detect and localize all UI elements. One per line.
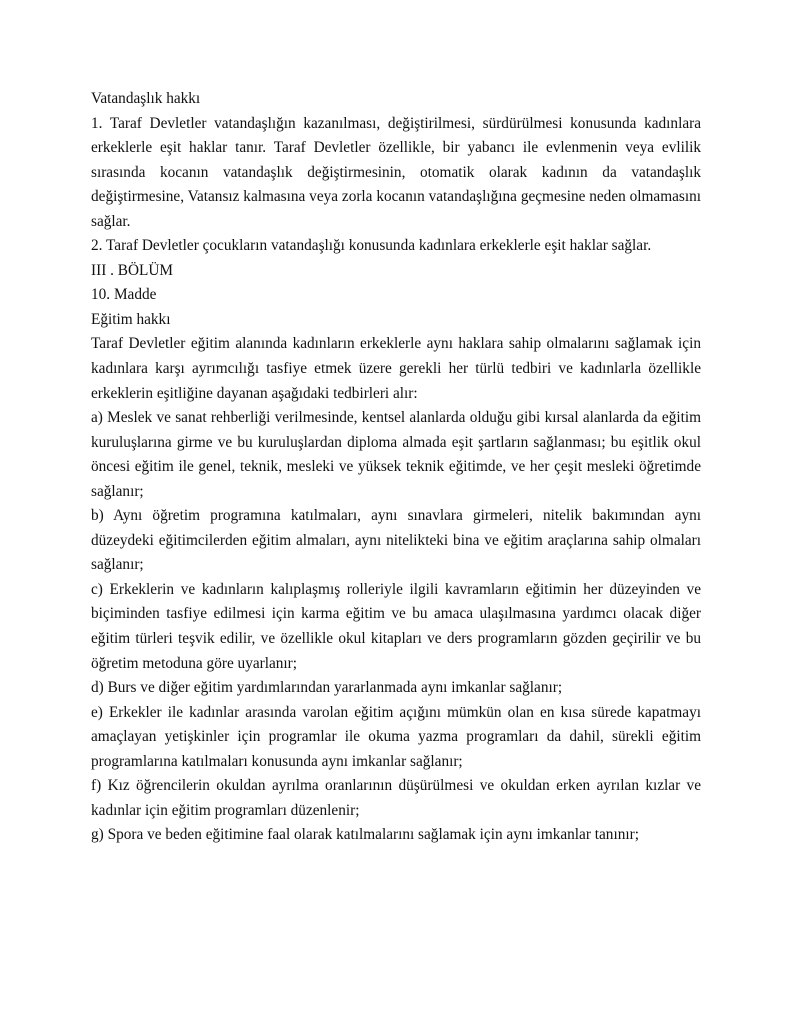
paragraph-citizenship-1: 1. Taraf Devletler vatandaşlığın kazanılması, değiştirilmesi, sürdürülmesi konusunda kadınlara erkeklerle eşit haklar tanır. Taraf Devletler özellikle, bir yabancı ile evlenmenin veya evlilik sırasında kocanın vatandaşlık değiştirmesinin, otomatik olarak kadının da vatandaşlık değiştirmesine, Vatansız kalmasına veya zorla kocanın vatandaşlığına geçmesine neden olmamasını sağlar. <box>91 114 701 230</box>
part-heading: III . BÖLÜM <box>91 261 173 279</box>
list-item-b: b) Aynı öğretim programına katılmaları, aynı sınavlara girmeleri, nitelik bakımından aynı düzeydeki eğitimcilerden eğitim almaları, aynı nitelikteki bina ve eğitim araçlarına sahip olmaları sağlanır; <box>91 507 701 574</box>
list-item-a: a) Meslek ve sanat rehberliği verilmesinde, kentsel alanlarda olduğu gibi kırsal alanlarda da eğitim kuruluşlarına girme ve bu kuruluşlardan diploma almada eşit şartların sağlanması; bu eşitlik okul öncesi eğitim ile genel, teknik, mesleki ve yüksek teknik eğitimde, ve her çeşit mesleki öğretimde sağlanır; <box>91 409 701 500</box>
section-heading-education: Eğitim hakkı <box>91 310 171 328</box>
paragraph-education-intro: Taraf Devletler eğitim alanında kadınların erkeklerle aynı haklara sahip olmalarını sağlamak için kadınlara karşı ayrımcılığı tasfiye etmek üzere gerekli her türlü tedbiri ve kadınlarla özellikle erkeklerin eşitliğine dayanan aşağıdaki tedbirleri alır: <box>91 335 701 402</box>
section-heading-citizenship: Vatandaşlık hakkı <box>91 90 201 107</box>
list-item-e: e) Erkekler ile kadınlar arasında varolan eğitim açığını mümkün olan en kısa sürede kapatmayı amaçlayan yetişkinler için programlar ile okuma yazma programları da dahil, sürekli eğitim programlarına katılmaları konusunda aynı imkanlar sağlanır; <box>91 703 701 770</box>
list-item-c: c) Erkeklerin ve kadınların kalıplaşmış rolleriyle ilgili kavramların eğitimin her düzeyinden ve biçiminden tasfiye edilmesi için karma eğitim ve bu amaca ulaşılmasına yardımcı olacak diğer eğitim türleri teşvik edilir, ve özellikle okul kitapları ve ders programların gözden geçirilir ve bu öğretim metoduna göre uyarlanır; <box>91 580 701 672</box>
list-item-g: g) Spora ve beden eğitimine faal olarak katılmalarını sağlamak için aynı imkanlar tanınır; <box>91 826 639 844</box>
article-heading: 10. Madde <box>91 286 157 304</box>
paragraph-citizenship-2: 2. Taraf Devletler çocukların vatandaşlığı konusunda kadınlara erkeklerle eşit haklar sağlar. <box>91 237 652 255</box>
list-item-d: d) Burs ve diğer eğitim yardımlarından yararlanmada aynı imkanlar sağlanır; <box>91 679 563 697</box>
document-page <box>91 87 701 848</box>
list-item-f: f) Kız öğrencilerin okuldan ayrılma oranlarının düşürülmesi ve okuldan erken ayrılan kızlar ve kadınlar için eğitim programları düzenlenir; <box>91 777 701 819</box>
